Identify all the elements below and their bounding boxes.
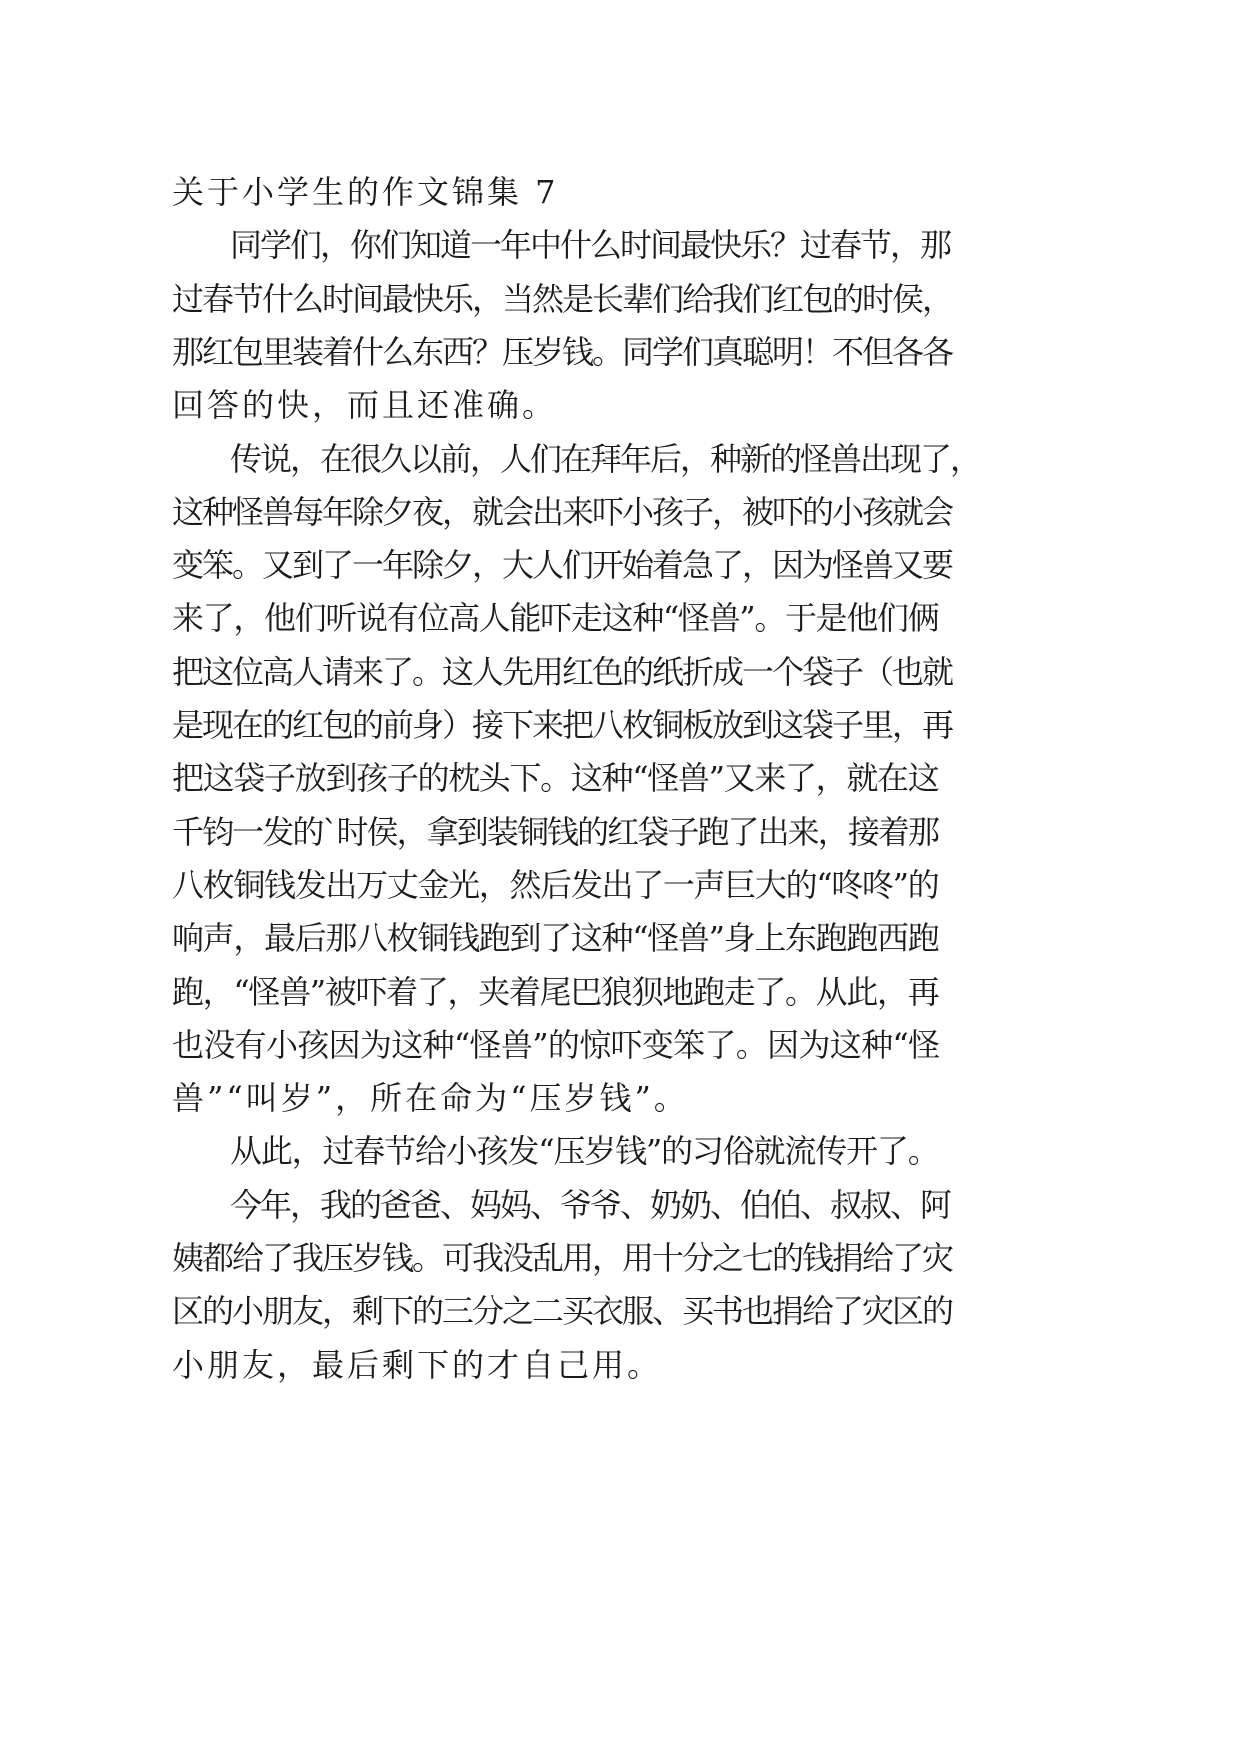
paragraph-2-line-1: 传说，在很久以前，人们在拜年后，种新的怪兽出现了， (230, 439, 981, 478)
document-title: 关于小学生的作文锦集 7 (172, 173, 559, 211)
paragraph-2-line-11: 跑，“怪兽”被吓着了，夹着尾巴狼狈地跑走了。从此，再 (172, 972, 939, 1011)
paragraph-2-line-6: 是现在的红包的前身）接下来把八枚铜板放到这袋子里，再 (172, 706, 953, 744)
paragraph-1-line-3: 那红包里装着什么东西？压岁钱。同学们真聪明！不但各各 (172, 332, 953, 371)
paragraph-4-line-1: 今年，我的爸爸、妈妈、爷爷、奶奶、伯伯、叔叔、阿 (230, 1185, 951, 1224)
paragraph-4-line-3: 区的小朋友，剩下的三分之二买衣服、买书也捐给了灾区的 (172, 1292, 953, 1331)
paragraph-2-line-13: 兽”“叫岁”，所在命为“压岁钱”。 (172, 1079, 689, 1118)
paragraph-3-line-1: 从此，过春节给小孩发“压岁钱”的习俗就流传开了。 (230, 1132, 939, 1171)
paragraph-2-line-9: 八枚铜钱发出万丈金光，然后发出了一声巨大的“咚咚”的 (172, 865, 939, 904)
paragraph-2-line-7: 把这袋子放到孩子的枕头下。这种“怪兽”又来了，就在这 (172, 759, 939, 798)
paragraph-1-line-4: 回答的快，而且还准确。 (172, 386, 558, 425)
paragraph-2-line-12: 也没有小孩因为这种“怪兽”的惊吓变笨了。因为这种“怪 (172, 1025, 940, 1064)
paragraph-2-line-2: 这种怪兽每年除夕夜，就会出来吓小孩子，被吓的小孩就会 (172, 492, 953, 531)
paragraph-2-line-3: 变笨。又到了一年除夕，大人们开始着急了，因为怪兽又要 (172, 546, 953, 585)
paragraph-2-line-4: 来了，他们听说有位高人能吓走这种“怪兽”。于是他们俩 (172, 599, 939, 638)
paragraph-4-line-2: 姨都给了我压岁钱。可我没乱用，用十分之七的钱捐给了灾 (172, 1239, 953, 1277)
paragraph-2-line-10: 响声，最后那八枚铜钱跑到了这种“怪兽”身上东跑跑西跑 (172, 919, 939, 958)
paragraph-2-line-8: 千钧一发的`时侯，拿到装铜钱的红袋子跑了出来，接着那 (172, 812, 939, 851)
paragraph-4-line-4: 小朋友，最后剩下的才自己用。 (172, 1345, 663, 1384)
paragraph-1-line-2: 过春节什么时间最快乐，当然是长辈们给我们红包的时侯， (172, 279, 953, 318)
paragraph-2-line-5: 把这位高人请来了。这人先用红色的纸折成一个袋子（也就 (172, 652, 953, 691)
paragraph-1-line-1: 同学们，你们知道一年中什么时间最快乐？过春节，那 (230, 226, 951, 265)
